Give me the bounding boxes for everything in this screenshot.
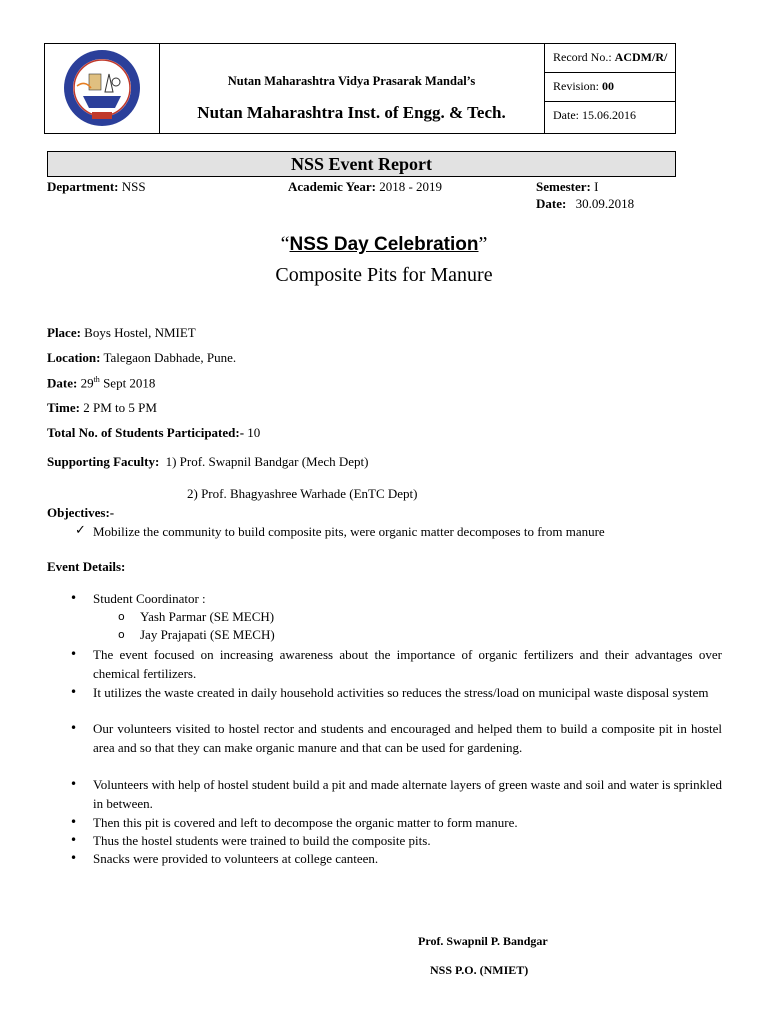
bullet-icon: • — [70, 721, 78, 735]
bullet-icon: • — [70, 777, 78, 791]
department — [47, 179, 146, 195]
event-details-heading — [47, 559, 125, 575]
event-point: Then this pit is covered and left to decompose the organic matter to form manure. — [93, 815, 518, 830]
faculty-label: Supporting Faculty: — [47, 454, 160, 469]
students-line — [47, 425, 260, 441]
event-point: Snacks were provided to volunteers at college canteen. — [93, 851, 379, 866]
coordinator-item: Yash Parmar (SE MECH) — [140, 609, 275, 624]
bullet-icon: • — [70, 647, 78, 661]
title-open-quote: “ — [280, 233, 290, 255]
event-point: It utilizes the waste created in daily household activities so reduces the stress/load on municipal waste disposal system — [93, 685, 709, 700]
event-details-heading-text: Event Details: — [47, 559, 126, 574]
record-date — [545, 102, 675, 131]
semester-label: Semester: — [536, 179, 591, 194]
bullet-icon: • — [70, 685, 78, 699]
record-date-value: 15.06.2016 — [582, 108, 636, 122]
time-label: Time: — [47, 400, 80, 415]
location-value: Talegaon Dabhade, Pune. — [103, 350, 237, 365]
institute-logo — [45, 44, 159, 133]
record-label: Record No.: — [553, 50, 612, 64]
faculty-2: 2) Prof. Bhagyashree Warhade (EnTC Dept) — [187, 486, 418, 501]
header-table — [44, 43, 676, 134]
date-line — [47, 375, 155, 391]
event-point: Our volunteers visited to hostel rector and students and encouraged and helped them to build a composite pit in hostel area and so that they can make organic manure and that can be used for gardening. — [93, 721, 722, 755]
faculty-line — [47, 454, 368, 470]
objectives-heading-text: Objectives:- — [47, 505, 115, 520]
place-label: Place: — [47, 325, 81, 340]
report-date-value: 30.09.2018 — [575, 196, 635, 211]
record-cell — [545, 44, 675, 133]
report-date-label: Date: — [536, 196, 567, 211]
objective-item: Mobilize the community to build composite pits, were organic matter decomposes to from manure — [93, 524, 605, 539]
revision-value: 00 — [602, 79, 615, 93]
coordinator-item: Jay Prajapati (SE MECH) — [140, 627, 275, 642]
coordinator-heading: Student Coordinator : — [93, 591, 206, 606]
revision — [545, 73, 675, 102]
academic-year-value: 2018 - 2019 — [379, 179, 443, 194]
event-subtitle: Composite Pits for Manure — [275, 264, 493, 286]
bullet-icon: • — [70, 833, 78, 847]
institute-name-cell — [159, 44, 545, 133]
date-label: Date: — [47, 375, 78, 391]
report-date — [536, 196, 634, 212]
semester — [536, 179, 598, 195]
location-line — [47, 350, 236, 366]
date-day: 29 — [80, 375, 94, 391]
semester-value: I — [594, 179, 599, 194]
time-value: 2 PM to 5 PM — [83, 400, 157, 415]
time-line — [47, 400, 157, 416]
department-label: Department: — [47, 179, 119, 194]
event-point: Thus the hostel students were trained to build the composite pits. — [93, 833, 431, 848]
academic-year — [288, 179, 442, 195]
signatory-name: Prof. Swapnil P. Bandgar — [418, 934, 548, 948]
institute-name: Nutan Maharashtra Inst. of Engg. & Tech. — [197, 103, 506, 122]
faculty-1: 1) Prof. Swapnil Bandgar (Mech Dept) — [165, 454, 369, 469]
revision-label: Revision: — [553, 79, 600, 93]
date-suffix: th — [93, 375, 100, 384]
place-value: Boys Hostel, NMIET — [84, 325, 196, 340]
date-rest: Sept 2018 — [103, 375, 156, 391]
record-number — [545, 44, 675, 73]
academic-year-label: Academic Year: — [288, 179, 376, 194]
bullet-icon: • — [70, 815, 78, 829]
bullet-icon: • — [70, 851, 78, 865]
event-point: The event focused on increasing awareness about the importance of organic fertilizers and their advantages over chemical fertilizers. — [93, 647, 722, 681]
title-close-quote: ” — [478, 233, 488, 255]
bullet-icon: • — [70, 591, 78, 605]
objectives-heading — [47, 505, 114, 521]
location-label: Location: — [47, 350, 101, 365]
record-date-label: Date: — [553, 108, 579, 122]
event-title — [0, 233, 768, 256]
check-icon: ✓ — [75, 523, 86, 538]
place-line — [47, 325, 196, 341]
students-value: 10 — [247, 425, 261, 440]
signatory-designation: NSS P.O. (NMIET) — [430, 963, 529, 977]
logo-cell — [45, 44, 160, 133]
students-label: Total No. of Students Participated:- — [47, 425, 245, 440]
department-value: NSS — [121, 179, 146, 194]
circle-bullet-icon: o — [118, 628, 125, 641]
mandal-name: Nutan Maharashtra Vidya Prasarak Mandal’s — [227, 74, 476, 88]
report-banner: NSS Event Report — [47, 151, 676, 177]
title-main: NSS Day Celebration — [289, 234, 479, 255]
event-point: Volunteers with help of hostel student build a pit and made alternate layers of green waste and soil and water is sprinkled in between. — [93, 777, 723, 811]
circle-bullet-icon: o — [118, 610, 125, 623]
record-value: ACDM/R/ — [614, 50, 668, 64]
